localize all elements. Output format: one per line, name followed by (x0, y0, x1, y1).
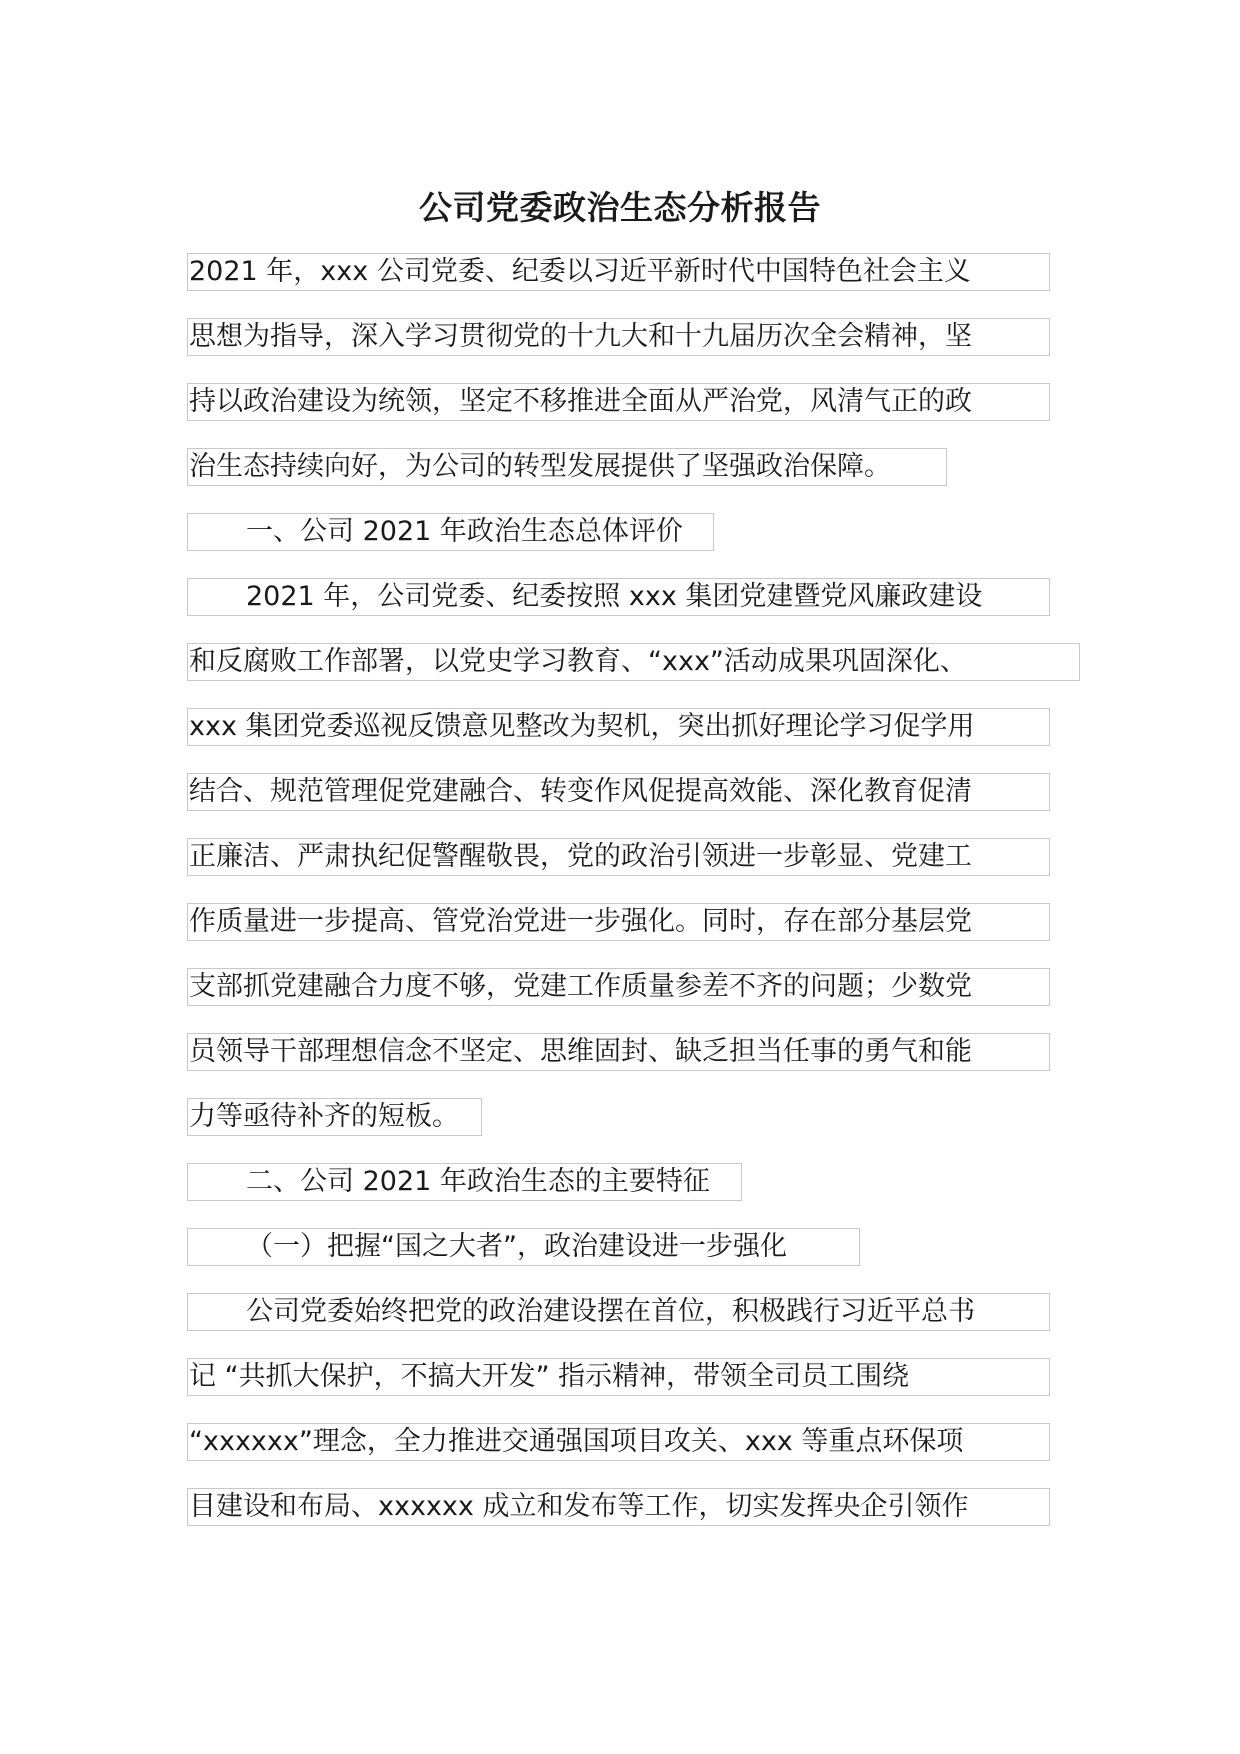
paragraph-line: 公司党委始终把党的政治建设摆在首位，积极践行习近平总书 (187, 1293, 1050, 1331)
paragraph-line: 结合、规范管理促党建融合、转变作风促提高效能、深化教育促清 (187, 773, 1050, 811)
subsection-heading: （一）把握“国之大者”，政治建设进一步强化 (187, 1228, 860, 1266)
document-title: 公司党委政治生态分析报告 (419, 188, 821, 227)
paragraph-line: 正廉洁、严肃执纪促警醒敬畏，党的政治引领进一步彰显、党建工 (187, 838, 1050, 876)
paragraph-line: 和反腐败工作部署，以党史学习教育、“xxx”活动成果巩固深化、 (187, 643, 1080, 681)
paragraph-line: 2021 年，xxx 公司党委、纪委以习近平新时代中国特色社会主义 (187, 253, 1050, 291)
paragraph-line: 治生态持续向好，为公司的转型发展提供了坚强政治保障。 (187, 448, 947, 486)
paragraph-line: 2021 年，公司党委、纪委按照 xxx 集团党建暨党风廉政建设 (187, 578, 1050, 616)
paragraph-line: 作质量进一步提高、管党治党进一步强化。同时，存在部分基层党 (187, 903, 1050, 941)
paragraph-line: 支部抓党建融合力度不够，党建工作质量参差不齐的问题；少数党 (187, 968, 1050, 1006)
paragraph-line: xxx 集团党委巡视反馈意见整改为契机，突出抓好理论学习促学用 (187, 708, 1050, 746)
paragraph-line: 持以政治建设为统领，坚定不移推进全面从严治党，风清气正的政 (187, 383, 1050, 421)
paragraph-line: 记 “共抓大保护，不搞大开发” 指示精神，带领全司员工围绕 (187, 1358, 1050, 1396)
paragraph-line: 思想为指导，深入学习贯彻党的十九大和十九届历次全会精神，坚 (187, 318, 1050, 356)
section-heading: 一、公司 2021 年政治生态总体评价 (187, 513, 714, 551)
paragraph-line: 目建设和布局、xxxxxx 成立和发布等工作，切实发挥央企引领作 (187, 1488, 1050, 1526)
paragraph-line: “xxxxxx”理念，全力推进交通强国项目攻关、xxx 等重点环保项 (187, 1423, 1050, 1461)
paragraph-line: 员领导干部理想信念不坚定、思维固封、缺乏担当任事的勇气和能 (187, 1033, 1050, 1071)
section-heading: 二、公司 2021 年政治生态的主要特征 (187, 1163, 742, 1201)
paragraph-line: 力等亟待补齐的短板。 (187, 1098, 482, 1136)
